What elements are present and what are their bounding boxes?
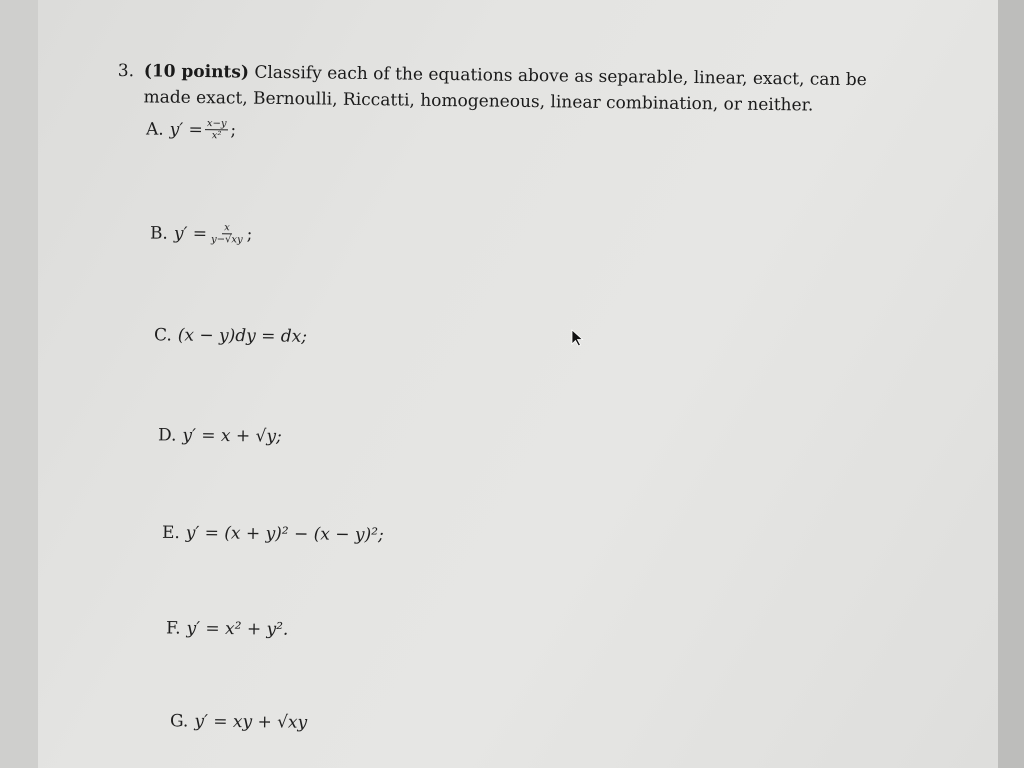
equation-a-lhs: y′ =	[169, 119, 203, 140]
equation-a-end: ;	[230, 119, 237, 140]
equation-a-fraction	[205, 118, 229, 141]
question-text-line1: Classify each of the equations above as separable, linear, exact, can be	[254, 62, 867, 91]
equation-b-label: B.	[149, 222, 169, 244]
equation-a-denominator: x²	[211, 130, 222, 142]
equation-b-fraction	[209, 222, 245, 245]
equation-g-label: G.	[169, 711, 189, 732]
equation-e-label: E.	[161, 522, 180, 544]
question-number: 3.	[117, 60, 135, 82]
equation-f-expr: y′ = x² + y².	[186, 618, 289, 640]
equation-a-numerator: x−y	[205, 118, 229, 130]
equation-g-expr: y′ = xy + √xy	[194, 711, 308, 733]
equation-d	[158, 425, 282, 446]
equation-a	[146, 118, 236, 142]
equation-c-expr: (x − y)dy = dx;	[177, 325, 308, 347]
page-edge	[998, 0, 1024, 768]
equation-b-numerator: x	[222, 222, 232, 234]
equation-e	[162, 523, 384, 545]
equation-b-end: ;	[246, 223, 253, 245]
equation-b	[150, 221, 253, 245]
equation-b-denominator: y−√xy	[210, 234, 243, 246]
question-points: (10 points)	[143, 61, 250, 83]
equation-a-label: A.	[145, 119, 164, 140]
equation-c	[154, 325, 307, 347]
equation-d-label: D.	[157, 425, 177, 446]
question-prompt	[117, 58, 878, 119]
equation-g	[170, 711, 307, 732]
equation-b-lhs: y′ =	[173, 223, 208, 244]
equation-d-expr: y′ = x + √y;	[182, 425, 282, 447]
equation-f	[166, 618, 289, 639]
equation-e-expr: y′ = (x + y)² − (x − y)²;	[185, 523, 384, 546]
question-text-line2: made exact, Bernoulli, Riccatti, homogeneous, linear combination, or neither.	[143, 87, 814, 116]
mouse-pointer-icon	[571, 329, 585, 347]
equation-f-label: F.	[165, 618, 181, 639]
equation-c-label: C.	[153, 325, 172, 346]
